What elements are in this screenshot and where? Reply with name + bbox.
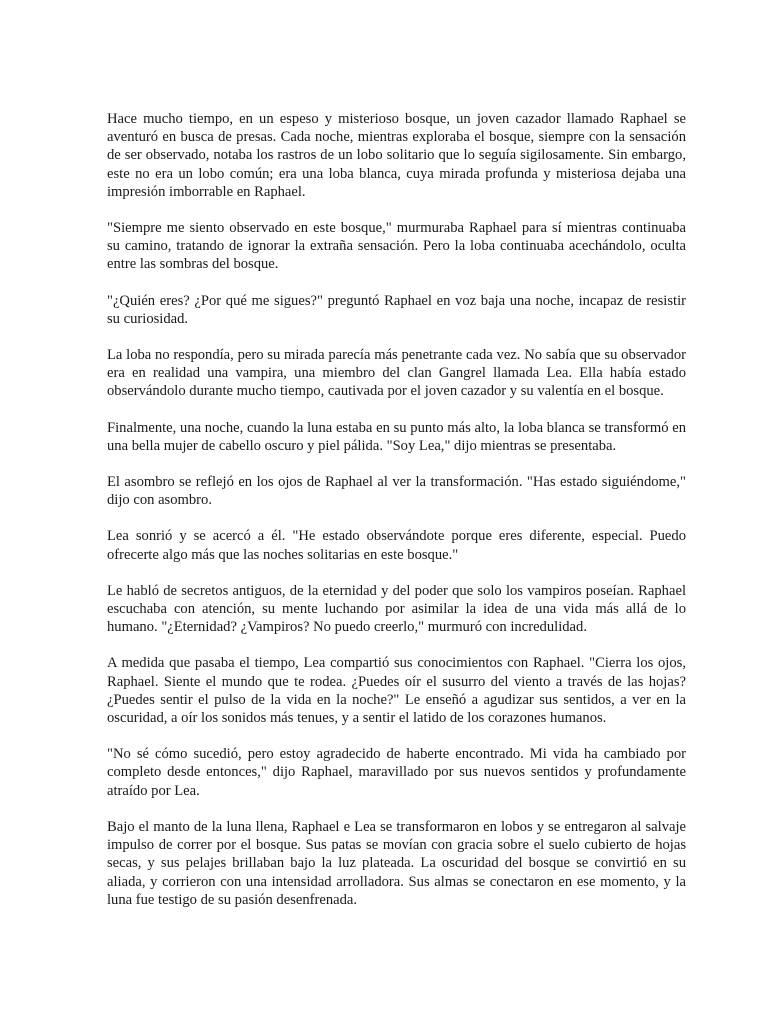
- paragraph-4: La loba no respondía, pero su mirada parecía más penetrante cada vez. No sabía que su observador era en realidad una vampira, una miembro del clan Gangrel llamada Lea. Ella había estado observándolo durante mucho tiempo, cautivada por el joven cazador y su valentía en el bosque.: [107, 347, 686, 400]
- paragraph-6: El asombro se reflejó en los ojos de Raphael al ver la transformación. "Has estado siguiéndome," dijo con asombro.: [107, 474, 686, 509]
- paragraph-2: "Siempre me siento observado en este bosque," murmuraba Raphael para sí mientras continuaba su camino, tratando de ignorar la extraña sensación. Pero la loba continuaba acechándolo, oculta entre las sombras del bosque.: [107, 220, 686, 273]
- paragraph-5: Finalmente, una noche, cuando la luna estaba en su punto más alto, la loba blanca se transformó en una bella mujer de cabello oscuro y piel pálida. "Soy Lea," dijo mientras se presentaba.: [107, 419, 686, 454]
- paragraph-8: Le habló de secretos antiguos, de la eternidad y del poder que solo los vampiros poseían. Raphael escuchaba con atención, su mente luchando por asimilar la idea de una vida más allá de lo humano. "¿Eternidad? ¿Vampiros? No puedo creerlo," murmuró con incredulidad.: [107, 582, 686, 636]
- paragraph-7: Lea sonrió y se acercó a él. "He estado observándote porque eres diferente, especial. Puedo ofrecerte algo más que las noches solitarias en este bosque.": [107, 528, 686, 563]
- paragraph-1: Hace mucho tiempo, en un espeso y misterioso bosque, un joven cazador llamado Raphael se aventuró en busca de presas. Cada noche, mientras exploraba el bosque, siempre con la sensación de ser observado, notaba los rastros de un lobo solitario que lo seguía sigilosamente. Sin embargo, este no era un lobo común; era una loba blanca, cuya mirada profunda y misteriosa dejaba una impresión imborrable en Raphael.: [107, 111, 686, 200]
- paragraph-11: Bajo el manto de la luna llena, Raphael e Lea se transformaron en lobos y se entregaron al salvaje impulso de correr por el bosque. Sus patas se movían con gracia sobre el suelo cubierto de hojas secas, y sus pelajes brillaban bajo la luz plateada. La oscuridad del bosque se convirtió en su aliada, y corrieron con una intensidad arrolladora. Sus almas se conectaron en ese momento, y la luna fue testigo de su pasión desenfrenada.: [107, 818, 686, 908]
- paragraph-9: A medida que pasaba el tiempo, Lea compartió sus conocimientos con Raphael. "Cierra los ojos, Raphael. Siente el mundo que te rodea. ¿Puedes oír el susurro del viento a través de las hojas? ¿Puedes sentir el pulso de la vida en la noche?" Le enseñó a agudizar sus sentidos, a ver en la oscuridad, a oír los sonidos más tenues, y a sentir el latido de los corazones humanos.: [107, 655, 686, 727]
- document-page: [107, 110, 686, 927]
- paragraph-10: "No sé cómo sucedió, pero estoy agradecido de haberte encontrado. Mi vida ha cambiado por completo desde entonces," dijo Raphael, maravillado por sus nuevos sentidos y profundamente atraído por Lea.: [107, 746, 686, 799]
- paragraph-3: "¿Quién eres? ¿Por qué me sigues?" preguntó Raphael en voz baja una noche, incapaz de resistir su curiosidad.: [107, 292, 686, 327]
